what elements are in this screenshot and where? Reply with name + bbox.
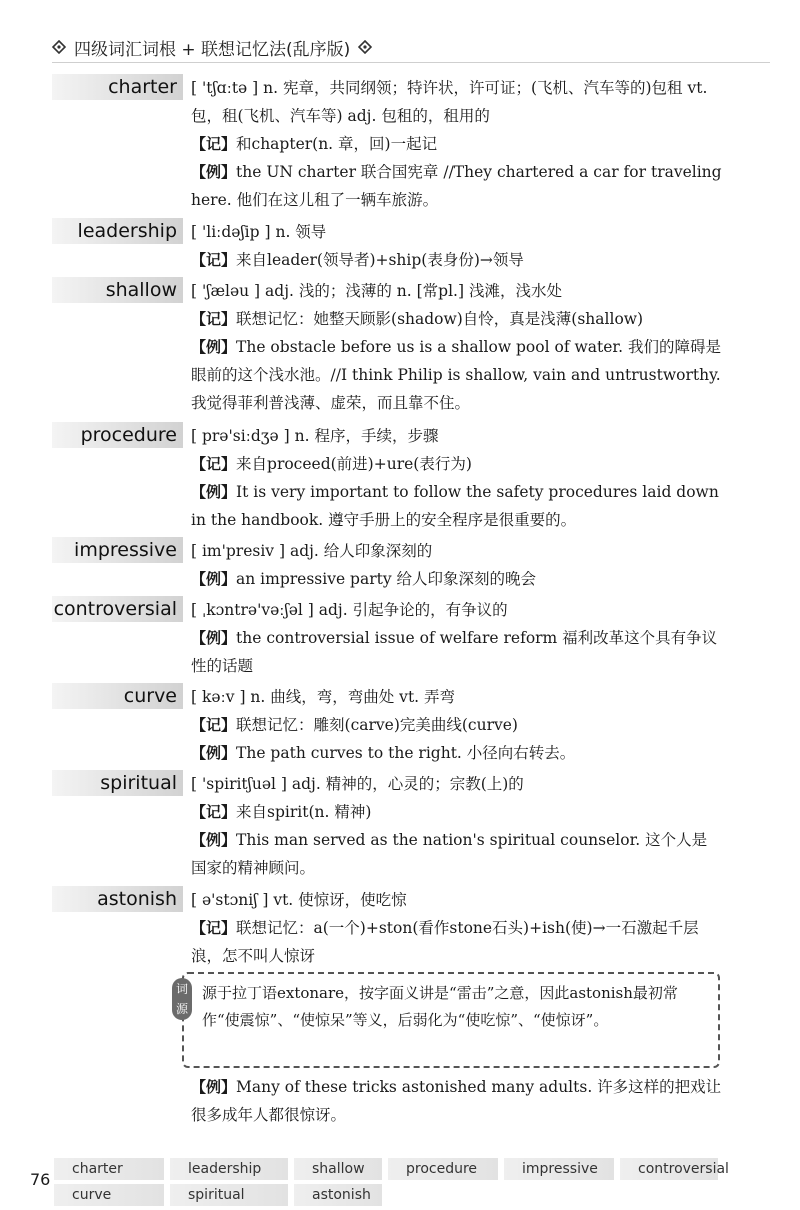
definition: [ prə'siːdʒə ] n. 程序，手续，步骤 (191, 427, 439, 445)
memory-mark: 【记】 (191, 310, 237, 328)
memory-line (52, 450, 722, 478)
example-line (52, 158, 722, 214)
header-divider (52, 62, 770, 63)
entry-astonish-example (52, 1073, 722, 1129)
headword: astonish (52, 886, 183, 912)
word-index (54, 1158, 729, 1210)
example-text: This man served as the nation's spiritual counselor. 这个人是国家的精神顾问。 (191, 831, 708, 877)
page-header (52, 34, 372, 60)
memory-mark: 【记】 (191, 251, 237, 269)
memory-text: 和chapter(n. 章，回)一起记 (236, 135, 438, 153)
word-tag: leadership (170, 1158, 288, 1180)
etymology-badge (172, 978, 192, 1020)
example-mark: 【例】 (191, 744, 237, 762)
example-text: It is very important to follow the safety procedures laid down in the handbook. 遵守手册上的安全程序是很重要的。 (191, 483, 719, 529)
word-tag: controversial (620, 1158, 718, 1180)
example-mark: 【例】 (191, 629, 237, 647)
example-text: The path curves to the right. 小径向右转去。 (236, 744, 576, 762)
header-title: 四级词汇词根 + 联想记忆法(乱序版) (74, 39, 351, 60)
example-line (52, 624, 722, 680)
memory-line (52, 130, 722, 158)
page-number: 76 (30, 1170, 51, 1189)
entry-spiritual (52, 770, 722, 882)
diamond-ornament-icon (52, 40, 66, 54)
headword: charter (52, 74, 183, 100)
etymology-box (175, 972, 720, 1068)
example-text: Many of these tricks astonished many adults. 许多这样的把戏让很多成年人都很惊讶。 (191, 1078, 722, 1124)
headword: impressive (52, 537, 183, 563)
memory-text: 来自proceed(前进)+ure(表行为) (236, 455, 472, 473)
headword: curve (52, 683, 183, 709)
word-index-row (54, 1184, 718, 1206)
memory-line (52, 711, 722, 739)
memory-mark: 【记】 (191, 716, 237, 734)
memory-text: 来自spirit(n. 精神) (236, 803, 372, 821)
example-text: the controversial issue of welfare reform 福利改革这个具有争议性的话题 (191, 629, 718, 675)
memory-mark: 【记】 (191, 135, 237, 153)
definition: [ 'liːdəʃip ] n. 领导 (191, 223, 327, 241)
example-line (52, 1073, 722, 1129)
definition: [ ˌkɔntrə'vəːʃəl ] adj. 引起争论的，有争议的 (191, 601, 508, 619)
headword: procedure (52, 422, 183, 448)
headword: leadership (52, 218, 183, 244)
entry-impressive (52, 537, 722, 593)
example-line (52, 478, 722, 534)
memory-line (52, 305, 722, 333)
memory-text: 来自leader(领导者)+ship(表身份)→领导 (236, 251, 524, 269)
definition: [ 'ʃæləu ] adj. 浅的；浅薄的 n. [常pl.] 浅滩，浅水处 (191, 282, 562, 300)
example-mark: 【例】 (191, 1078, 237, 1096)
example-mark: 【例】 (191, 338, 237, 356)
definition: [ 'spiritʃuəl ] adj. 精神的，心灵的；宗教(上)的 (191, 775, 524, 793)
example-text: The obstacle before us is a shallow pool of water. 我们的障碍是眼前的这个浅水池。//I think Philip is shallow, vain and untrustworthy. 我觉得菲利普浅薄、虚荣，而且靠不住。 (191, 338, 721, 412)
headword: controversial (52, 596, 183, 622)
headword: spiritual (52, 770, 183, 796)
memory-text: 联想记忆：雕刻(carve)完美曲线(curve) (236, 716, 518, 734)
example-line (52, 333, 722, 417)
etymology-badge-char: 源 (175, 1002, 188, 1016)
entry-curve (52, 683, 722, 767)
word-tag: astonish (294, 1184, 382, 1206)
etymology-text: 源于拉丁语extonare，按字面义讲是“雷击”之意，因此astonish最初常作“使震惊”、“使惊呆”等义，后弱化为“使吃惊”、“使惊讶”。 (202, 984, 678, 1029)
memory-line (52, 798, 722, 826)
definition: [ im'presiv ] adj. 给人印象深刻的 (191, 542, 433, 560)
word-tag: impressive (504, 1158, 614, 1180)
example-mark: 【例】 (191, 570, 237, 588)
definition: [ ə'stɔniʃ ] vt. 使惊讶，使吃惊 (191, 891, 407, 909)
example-text: an impressive party 给人印象深刻的晚会 (236, 570, 537, 588)
word-tag: charter (54, 1158, 164, 1180)
example-mark: 【例】 (191, 831, 237, 849)
example-line (52, 826, 722, 882)
headword: shallow (52, 277, 183, 303)
memory-line (52, 246, 722, 274)
entry-charter (52, 74, 722, 214)
memory-mark: 【记】 (191, 455, 237, 473)
word-tag: curve (54, 1184, 164, 1206)
entry-procedure (52, 422, 722, 534)
memory-text: 联想记忆：a(一个)+ston(看作stone石头)+ish(使)→一石激起千层浪，怎不叫人惊讶 (191, 919, 699, 965)
definition: [ 'tʃɑːtə ] n. 宪章，共同纲领；特许状，许可证；(飞机、汽车等的)包租 vt. 包，租(飞机、汽车等) adj. 包租的，租用的 (191, 79, 708, 125)
memory-mark: 【记】 (191, 919, 237, 937)
definition: [ kəːv ] n. 曲线，弯，弯曲处 vt. 弄弯 (191, 688, 456, 706)
diamond-ornament-icon (358, 40, 372, 54)
word-tag: spiritual (170, 1184, 288, 1206)
word-index-row (54, 1158, 729, 1180)
entry-astonish (52, 886, 722, 970)
example-mark: 【例】 (191, 163, 237, 181)
example-mark: 【例】 (191, 483, 237, 501)
entry-controversial (52, 596, 722, 680)
etymology-badge-char: 词 (175, 982, 188, 996)
word-tag: procedure (388, 1158, 498, 1180)
example-text: the UN charter 联合国宪章 //They chartered a car for traveling here. 他们在这儿租了一辆车旅游。 (191, 163, 722, 209)
word-tag: shallow (294, 1158, 382, 1180)
memory-mark: 【记】 (191, 803, 237, 821)
entry-shallow (52, 277, 722, 417)
memory-text: 联想记忆：她整天顾影(shadow)自怜，真是浅薄(shallow) (236, 310, 644, 328)
entry-leadership (52, 218, 722, 274)
example-line (52, 565, 722, 593)
example-line (52, 739, 722, 767)
memory-line (52, 914, 722, 970)
